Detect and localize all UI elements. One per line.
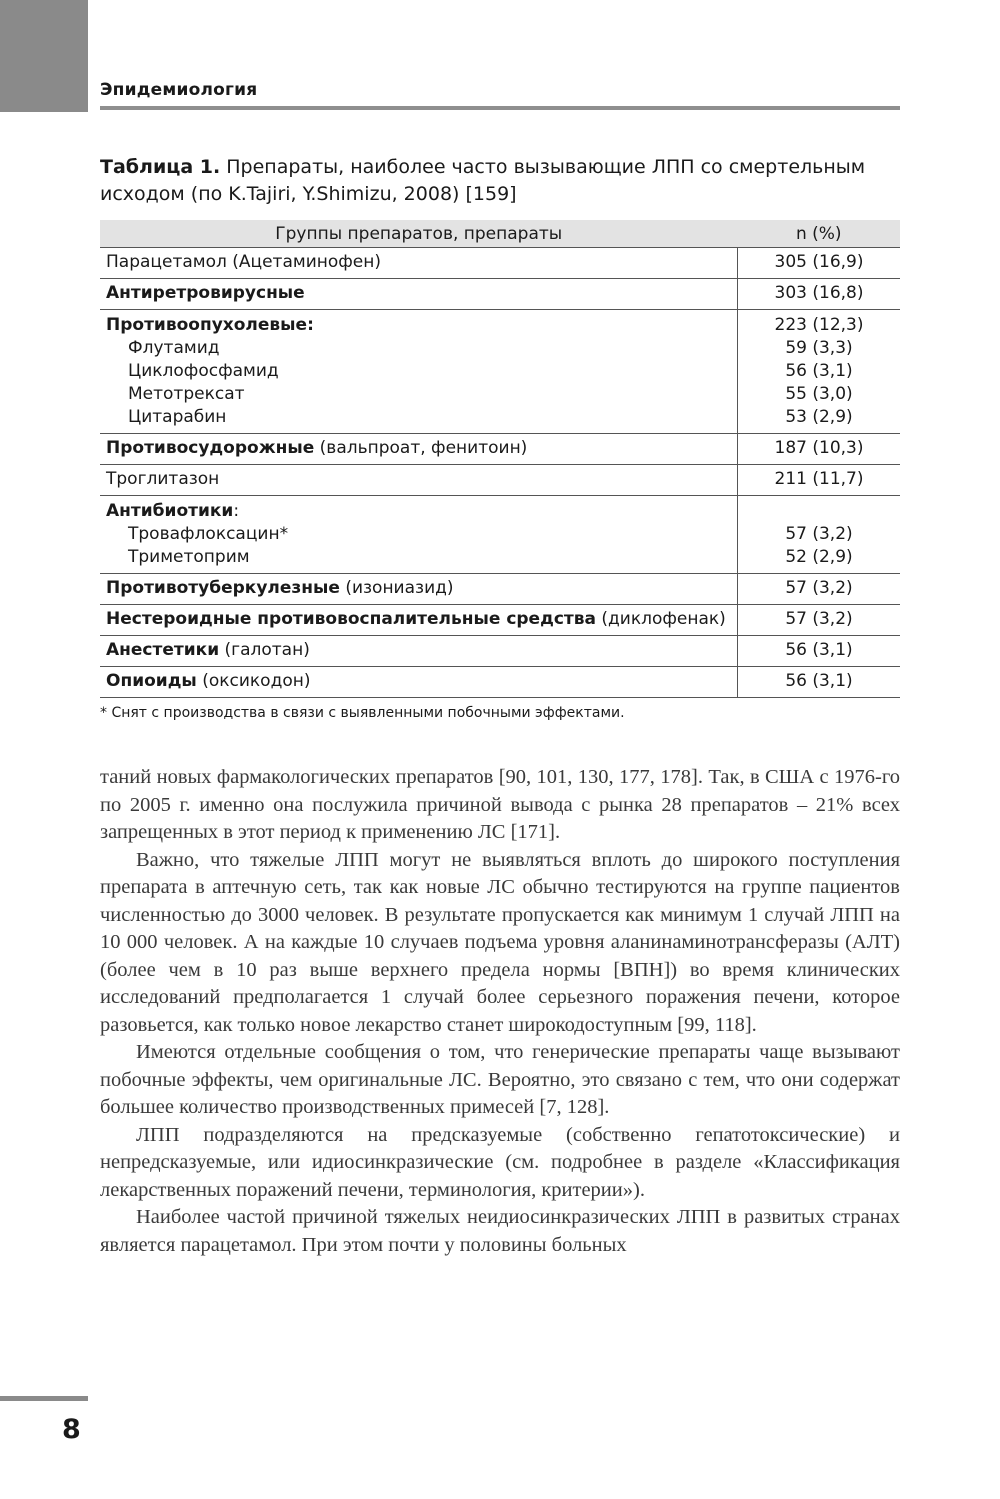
header-divider: [100, 106, 900, 110]
row-label-group: Противосудорожные: [106, 438, 315, 458]
row-label-plain: Парацетамол (Ацетаминофен): [106, 252, 381, 272]
row-label: [100, 248, 738, 279]
row-value-empty: [744, 500, 894, 523]
row-label-plain: (вальпроат, фенитоин): [314, 438, 528, 458]
drug-table: [100, 220, 900, 698]
row-value: 211 (11,7): [738, 465, 901, 496]
row-label-group: Противотуберкулезные: [106, 578, 340, 598]
footer-divider: [0, 1396, 88, 1401]
row-label: [100, 496, 738, 574]
row-value-sub: 59 (3,3): [785, 338, 853, 358]
row-sub-item: Тровафлоксацин*: [128, 524, 289, 544]
table-row: [100, 574, 900, 605]
row-value-sub: 52 (2,9): [785, 547, 853, 567]
row-label-group: Нестероидные противовоспалительные средства: [106, 609, 596, 629]
table-row: [100, 496, 900, 574]
row-sub-item: Цитарабин: [128, 407, 227, 427]
table-row: [100, 605, 900, 636]
row-sub-item: Флутамид: [128, 338, 220, 358]
paragraph: таний новых фармакологических препаратов [90, 101, 130, 177, 178]. Так, в США с 1976-го по 2005 г. именно она послужила причиной вывода с рынка 28 препаратов – 21% всех запрещенных в этот период к применению ЛС [171].: [100, 766, 900, 843]
row-value: 57 (3,2): [738, 605, 901, 636]
table-row: [100, 248, 900, 279]
row-label-plain: (диклофенак): [595, 609, 726, 629]
row-value: 305 (16,9): [738, 248, 901, 279]
row-sub-item: Циклофосфамид: [128, 361, 279, 381]
paragraph: Наиболее частой причиной тяжелых неидиосинкразических ЛПП в развитых странах является парацетамол. При этом почти у половины больных: [100, 1206, 900, 1256]
table-row: [100, 279, 900, 310]
row-label: [100, 636, 738, 667]
table-row: [100, 636, 900, 667]
row-value: [738, 496, 901, 574]
table-header-row: [100, 220, 900, 248]
table-caption-number: Таблица 1.: [100, 156, 221, 178]
row-label-plain: (оксикодон): [196, 671, 311, 691]
table-caption-text: Препараты, наиболее часто вызывающие ЛПП со смертельным исходом (по K.Tajiri, Y.Shimizu, 2008) [159]: [100, 156, 866, 205]
row-sub-item: Метотрексат: [128, 384, 245, 404]
row-label: [100, 310, 738, 434]
row-value: [738, 310, 901, 434]
body-text: [100, 764, 900, 1259]
table-row: [100, 667, 900, 698]
paragraph: Важно, что тяжелые ЛПП могут не выявляться вплоть до широкого поступления препарата в аптечную сеть, так как новые ЛС обычно тестируются на группе пациентов численностью до 3000 человек. В результате пропускается как минимум 1 случай ЛПП на 10 000 человек. А на каждые 10 случаев подъема уровня аланинаминотрансферазы (АЛТ) (более чем в 10 раз выше верхнего предела нормы [ВПН]) во время клинических исследований предполагается 1 случай более серьезного поражения печени, которое разовьется, как только новое лекарство станет широкодоступным [99, 118].: [100, 848, 900, 1036]
row-value: 187 (10,3): [738, 434, 901, 465]
row-value-sub: 57 (3,2): [785, 524, 853, 544]
row-value: 57 (3,2): [738, 574, 901, 605]
row-label: [100, 605, 738, 636]
paragraph: Имеются отдельные сообщения о том, что генерические препараты чаще вызывают побочные эффекты, чем оригинальные ЛС. Вероятно, это связано с тем, что они содержат большее количество производственных примесей [7, 128].: [100, 1041, 900, 1118]
table-row: [100, 465, 900, 496]
table-row: [100, 434, 900, 465]
column-header-n: n (%): [738, 220, 901, 248]
row-value-sub: 55 (3,0): [785, 384, 853, 404]
row-label-group: Противоопухолевые:: [106, 315, 314, 335]
row-value-sub: 53 (2,9): [785, 407, 853, 427]
corner-tab-block: [0, 0, 88, 112]
row-sub-item: Триметоприм: [128, 547, 250, 567]
row-label-group: Антибиотики: [106, 501, 234, 521]
row-value-group: 223 (12,3): [774, 315, 864, 335]
row-label-plain: (изониазид): [339, 578, 454, 598]
row-value-sub: 56 (3,1): [785, 361, 853, 381]
table-row: [100, 310, 900, 434]
row-label-suffix: :: [233, 501, 240, 521]
row-label-group: Анестетики: [106, 640, 220, 660]
row-label: [100, 279, 738, 310]
row-label-group: Антиретровирусные: [106, 283, 305, 303]
row-label-plain: Троглитазон: [106, 469, 220, 489]
row-value: 56 (3,1): [738, 636, 901, 667]
table-footnote: * Снят с производства в связи с выявленными побочными эффектами.: [100, 705, 625, 721]
row-label: [100, 667, 738, 698]
row-value: 303 (16,8): [738, 279, 901, 310]
row-label-plain: (галотан): [219, 640, 310, 660]
row-label: [100, 574, 738, 605]
row-label: [100, 465, 738, 496]
paragraph: ЛПП подразделяются на предсказуемые (собственно гепатотоксические) и непредсказуемые, или идиосинкразические (см. подробнее в разделе «Классификация лекарственных поражений печени, терминология, критерии»).: [100, 1123, 900, 1201]
row-label-group: Опиоиды: [106, 671, 197, 691]
row-value: 56 (3,1): [738, 667, 901, 698]
row-label: [100, 434, 738, 465]
page-number: 8: [62, 1414, 81, 1445]
column-header-group: Группы препаратов, препараты: [100, 220, 738, 248]
table-caption: [100, 154, 900, 208]
running-header: Эпидемиология: [100, 80, 258, 100]
